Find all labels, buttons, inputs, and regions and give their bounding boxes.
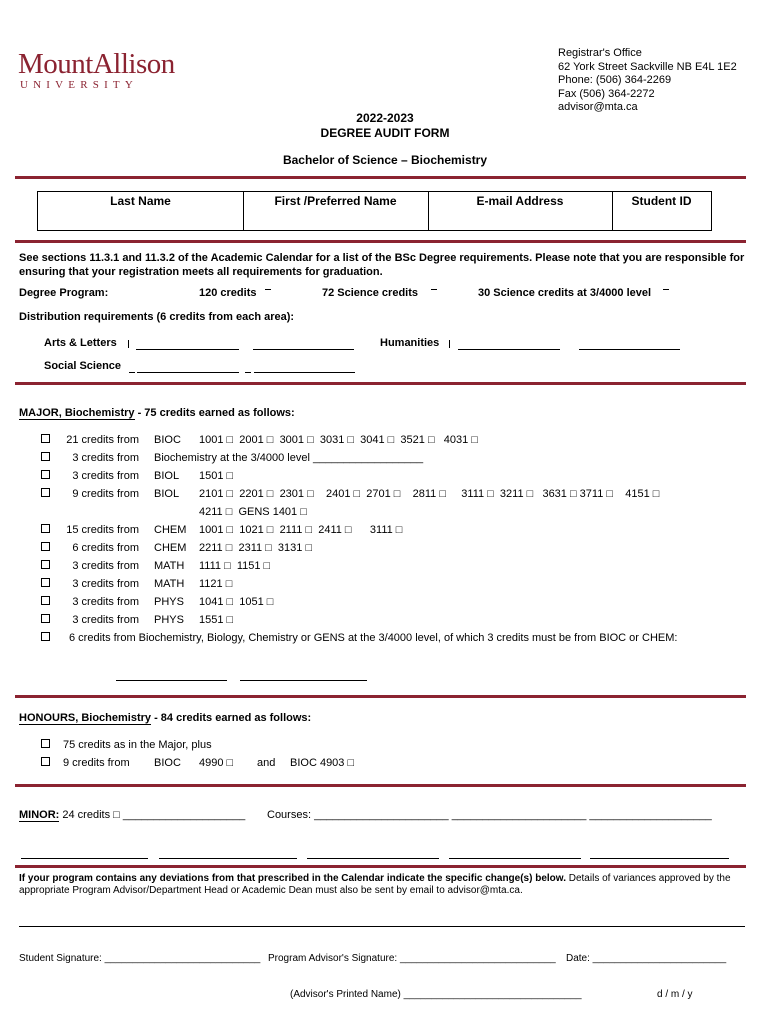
tick-mark bbox=[449, 340, 450, 348]
student-id-header: Student ID bbox=[631, 194, 692, 208]
program-title: Bachelor of Science – Biochemistry bbox=[282, 153, 488, 167]
total-credits: 120 credits bbox=[199, 287, 257, 299]
social-blank-2[interactable] bbox=[254, 372, 355, 373]
major-row-subject: BIOL bbox=[154, 488, 180, 500]
deviations-note bbox=[19, 873, 744, 897]
last-name-cell[interactable] bbox=[38, 192, 244, 230]
honours-title bbox=[19, 712, 311, 725]
divider bbox=[15, 240, 746, 243]
social-blank-1[interactable] bbox=[137, 372, 239, 373]
distribution-title: Distribution requirements (6 credits from each area): bbox=[19, 311, 295, 323]
humanities-label: Humanities bbox=[380, 337, 440, 349]
office-email: advisor@mta.ca bbox=[558, 101, 638, 114]
degree-program-label: Degree Program: bbox=[19, 287, 109, 299]
major-row-credits: 9 credits from bbox=[72, 488, 139, 500]
honours-row-text: 75 credits as in the Major, plus bbox=[63, 739, 212, 751]
major-row-credits: 3 credits from bbox=[72, 452, 139, 464]
elective-blank-2[interactable] bbox=[240, 680, 367, 681]
tick-mark bbox=[663, 289, 669, 290]
office-name: Registrar's Office bbox=[558, 47, 642, 59]
arts-letters-label: Arts & Letters bbox=[44, 337, 117, 349]
major-row-courses[interactable]: 2211 □ 2311 □ 3131 □ bbox=[199, 542, 313, 554]
major-row-credits: 21 credits from bbox=[66, 434, 139, 446]
honours-course-1[interactable]: 4990 □ bbox=[199, 757, 234, 769]
major-row-subject: CHEM bbox=[154, 524, 187, 536]
minor-course-blank[interactable] bbox=[159, 858, 297, 859]
major-row-courses[interactable]: 2101 □ 2201 □ 2301 □ 2401 □ 2701 □ 2811 □ 3111 □ 3211 □ 3631 □ 3711 □ 4151 □ bbox=[199, 488, 660, 500]
major-title-underlined: MAJOR, Biochemistry bbox=[19, 407, 135, 419]
major-row-credits: 3 credits from bbox=[72, 470, 139, 482]
humanities-blank-1[interactable] bbox=[458, 349, 560, 350]
form-title: DEGREE AUDIT FORM bbox=[320, 126, 450, 140]
email-cell[interactable] bbox=[428, 192, 613, 230]
student-id-cell[interactable] bbox=[612, 192, 711, 230]
student-info-table bbox=[37, 191, 712, 231]
major-title bbox=[19, 407, 295, 420]
humanities-blank-2[interactable] bbox=[579, 349, 680, 350]
major-row-credits: 3 credits from bbox=[72, 614, 139, 626]
major-row-courses[interactable]: 1111 □ 1151 □ bbox=[199, 560, 271, 572]
elective-blank-1[interactable] bbox=[116, 680, 227, 681]
honours-course-2[interactable]: BIOC 4903 □ bbox=[290, 757, 355, 769]
minor-credits: 24 credits □ ____________________ bbox=[59, 809, 246, 821]
tick-mark bbox=[265, 289, 271, 290]
phone-number: Phone: (506) 364-2269 bbox=[558, 74, 672, 87]
major-row-courses[interactable]: 1121 □ bbox=[199, 578, 233, 590]
social-science-label: Social Science bbox=[44, 360, 122, 372]
minor-course-blank[interactable] bbox=[590, 858, 729, 859]
honours-title-underlined: HONOURS, Biochemistry bbox=[19, 712, 152, 724]
major-row-credits: 3 credits from bbox=[72, 578, 139, 590]
divider bbox=[15, 176, 746, 179]
minor-row bbox=[19, 809, 245, 822]
first-name-header: First /Preferred Name bbox=[274, 194, 397, 208]
advisor-printed-name[interactable]: (Advisor's Printed Name) ________________________________ bbox=[290, 989, 582, 1000]
honours-and: and bbox=[257, 757, 276, 769]
minor-course-blank[interactable] bbox=[21, 858, 148, 859]
major-row-courses[interactable]: 4211 □ GENS 1401 □ bbox=[199, 506, 307, 518]
registrar-address bbox=[558, 47, 737, 115]
major-row-courses[interactable]: 1041 □ 1051 □ bbox=[199, 596, 274, 608]
street-address: 62 York Street Sackville NB E4L 1E2 bbox=[558, 60, 737, 73]
divider bbox=[15, 695, 746, 698]
tick-mark bbox=[128, 340, 129, 348]
deviations-blank-line[interactable] bbox=[19, 926, 745, 927]
major-row-subject: CHEM bbox=[154, 542, 187, 554]
tick-mark bbox=[431, 289, 437, 290]
advisor-signature[interactable]: Program Advisor's Signature: ____________________________ bbox=[268, 953, 556, 964]
date-format-hint: d / m / y bbox=[657, 989, 693, 1000]
student-signature[interactable]: Student Signature: ____________________________ bbox=[19, 953, 261, 964]
major-elective-requirement: 6 credits from Biochemistry, Biology, Chemistry or GENS at the 3/4000 level, of which 3 credits must be from BIOC or CHEM: bbox=[69, 632, 678, 644]
major-row-courses[interactable]: 1001 □ 2001 □ 3001 □ 3031 □ 3041 □ 3521 □ 4031 □ bbox=[199, 434, 478, 446]
email-header: E-mail Address bbox=[476, 194, 564, 208]
divider bbox=[15, 865, 746, 868]
form-heading bbox=[285, 111, 485, 141]
signature-date[interactable]: Date: ________________________ bbox=[566, 953, 727, 964]
major-row-subject: PHYS bbox=[154, 596, 184, 608]
tick-mark bbox=[129, 372, 135, 373]
divider bbox=[15, 382, 746, 385]
major-row-subject: MATH bbox=[154, 560, 185, 572]
first-name-cell[interactable] bbox=[243, 192, 429, 230]
honours-row bbox=[40, 739, 51, 751]
minor-courses: Courses: ______________________ ______________________ ____________________ bbox=[267, 809, 712, 821]
intro-note: See sections 11.3.1 and 11.3.2 of the Academic Calendar for a list of the BSc Degree requirements. Please note that you are responsible for ensuring that your registration meets all requirements for graduation. bbox=[19, 252, 745, 278]
fax-number: Fax (506) 364-2272 bbox=[558, 87, 655, 100]
science-credits: 72 Science credits bbox=[322, 287, 419, 299]
tick-mark bbox=[245, 372, 251, 373]
major-row-subject: MATH bbox=[154, 578, 185, 590]
major-row-courses[interactable]: 1551 □ bbox=[199, 614, 234, 626]
major-row-credits: 6 credits from bbox=[72, 542, 139, 554]
deviations-note-text: Details of variances approved by the appropriate Program Advisor/Department Head or Academic Dean must also be sent by email to advisor@mta.ca. bbox=[19, 873, 731, 896]
university-logo-subtitle: UNIVERSITY bbox=[20, 79, 138, 91]
divider bbox=[15, 784, 746, 787]
major-row-subject: BIOC bbox=[154, 434, 181, 446]
major-row-subject: Biochemistry at the 3/4000 level __________________ bbox=[154, 452, 424, 464]
major-row-courses[interactable]: 1001 □ 1021 □ 2111 □ 2411 □ 3111 □ bbox=[199, 524, 403, 536]
arts-blank-1[interactable] bbox=[136, 349, 239, 350]
major-row-subject: BIOL bbox=[154, 470, 180, 482]
checkbox[interactable] bbox=[41, 757, 50, 766]
major-row-credits: 15 credits from bbox=[66, 524, 139, 536]
university-logo-wordmark: MountAllison bbox=[18, 48, 175, 80]
deviations-note-bold: If your program contains any deviations from that prescribed in the Calendar indicate the specific change(s) below. bbox=[19, 873, 566, 884]
major-row-checkbox bbox=[40, 632, 51, 644]
upper-level-credits: 30 Science credits at 3/4000 level bbox=[478, 287, 652, 299]
checkbox[interactable] bbox=[41, 739, 50, 748]
major-row-courses[interactable]: 1501 □ bbox=[199, 470, 234, 482]
minor-label: MINOR: bbox=[19, 809, 60, 821]
honours-subject: BIOC bbox=[154, 757, 181, 769]
major-row-subject: PHYS bbox=[154, 614, 184, 626]
minor-course-blank[interactable] bbox=[307, 858, 439, 859]
honours-credits: 9 credits from bbox=[63, 757, 130, 769]
last-name-header: Last Name bbox=[110, 194, 171, 208]
honours-title-rest: - 84 credits earned as follows: bbox=[151, 712, 312, 724]
major-row-credits: 3 credits from bbox=[72, 560, 139, 572]
arts-blank-2[interactable] bbox=[253, 349, 354, 350]
major-row-credits: 3 credits from bbox=[72, 596, 139, 608]
major-title-rest: - 75 credits earned as follows: bbox=[134, 407, 295, 419]
minor-course-blank[interactable] bbox=[449, 858, 581, 859]
checkbox[interactable] bbox=[41, 632, 50, 641]
academic-year: 2022-2023 bbox=[356, 111, 414, 125]
honours-row bbox=[40, 757, 51, 769]
